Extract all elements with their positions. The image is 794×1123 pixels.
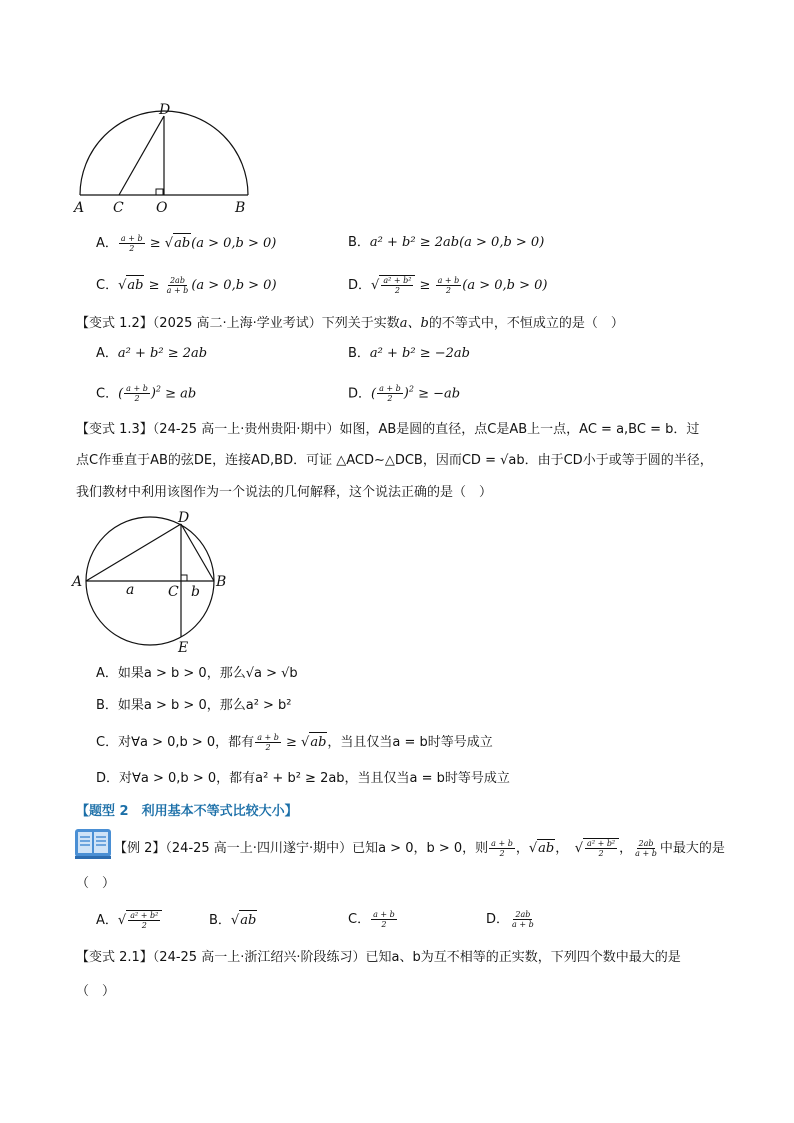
- v13-option-d: D．对∀a > 0,b > 0，都有a² + b² ≥ 2ab，当且仅当a = b时等号成立: [96, 771, 510, 786]
- q1-option-a: A． $\frac{a + b}{2}$ ≥ √ab(a > 0,b > 0): [96, 234, 277, 253]
- v13-option-a: A．如果a > b > 0，那么√a > √b: [96, 666, 298, 681]
- label-b2: B: [216, 574, 227, 590]
- label-o: O: [156, 200, 168, 216]
- q1-option-d: D．√ $\frac{\text{a² + b²}}{2}$ ≥ $\frac{a + b}{2}$ (a > 0,b > 0): [348, 276, 548, 295]
- label-c: C: [113, 200, 124, 216]
- segment-bd: [181, 524, 214, 581]
- ex2-option-b: B．√ab: [209, 910, 257, 931]
- right-angle-mark-2: [181, 575, 187, 581]
- section-2-title: 【题型 2 利用基本不等式比较大小】: [76, 804, 298, 819]
- segment-ad: [86, 524, 181, 581]
- label-a: A: [74, 200, 85, 216]
- v12-option-c: C．( $\frac{a + b}{2}$ )$^2$ ≥ ab: [96, 384, 197, 404]
- label-c2: C: [168, 584, 179, 600]
- variant-1-3-line2: 点C作垂直于AB的弦DE，连接AD,BD．可证 △ACD∼△DCB，因而CD = √ab．由于CD小于或等于圆的半径，: [76, 453, 713, 468]
- variant-1-3-line3: 我们教材中利用该图作为一个说法的几何解释，这个说法正确的是（ ）: [76, 485, 493, 500]
- q1-option-b: B．a² + b² ≥ 2ab(a > 0,b > 0): [348, 235, 545, 250]
- label-d2: D: [178, 510, 190, 526]
- label-e2: E: [178, 640, 189, 656]
- circle-diagram: [68, 510, 238, 656]
- variant-1-3-line1: 【变式 1.3】（24-25 高一上·贵州贵阳·期中）如图，AB是圆的直径，点C是AB上一点，AC = a,BC = b．过: [76, 422, 700, 437]
- q1-option-c: C．√ab ≥ $\frac{2ab}{a + b}$ (a > 0,b > 0): [96, 276, 277, 295]
- v13-option-c: C．对∀a > 0,b > 0，都有 $\frac{a + b}{2}$ ≥ √ab，当且仅当a = b时等号成立: [96, 733, 493, 752]
- variant-1-2-question: 【变式 1.2】（2025 高二·上海·学业考试）下列关于实数a、b的不等式中，不恒成立的是（ ）: [76, 316, 624, 331]
- v12-option-b: B．a² + b² ≥ −2ab: [348, 346, 470, 361]
- label-seg-a: a: [126, 582, 135, 598]
- segment-cd: [119, 116, 164, 195]
- v13-option-b: B．如果a > b > 0，那么a² > b²: [96, 698, 292, 713]
- ex2-option-c: C． $\frac{a + b}{2}$: [348, 910, 395, 929]
- example-2-paren: （ ）: [76, 876, 116, 891]
- ex2-option-a: A．√ $\frac{\text{a² + b²}}{2}$: [96, 910, 162, 931]
- semicircle-diagram: [66, 96, 266, 218]
- v12-option-a: A．a² + b² ≥ 2ab: [96, 346, 208, 361]
- ex2-option-d: D． $\frac{2ab}{a + b}$: [486, 910, 534, 929]
- label-b: B: [235, 200, 246, 216]
- label-d: D: [159, 102, 171, 118]
- label-seg-b: b: [191, 584, 200, 600]
- v12-option-d: D．( $\frac{a + b}{2}$ )$^2$ ≥ −ab: [348, 384, 461, 404]
- variant-2-1-paren: （ ）: [76, 984, 116, 999]
- book-icon: [74, 828, 112, 860]
- example-2-question: 【例 2】（24-25 高一上·四川遂宁·期中）已知a > 0，b > 0，则 $\frac{a + b}{2}$ ，√ab， √ $\frac{\text{a² + b²}}{2}$ ， $\frac{2ab}{a + b}$ 中最大的是: [114, 839, 725, 858]
- right-angle-mark: [156, 189, 163, 195]
- variant-2-1-question: 【变式 2.1】（24-25 高一上·浙江绍兴·阶段练习）已知a、b为互不相等的正实数，下列四个数中最大的是: [76, 950, 681, 965]
- label-a2: A: [72, 574, 83, 590]
